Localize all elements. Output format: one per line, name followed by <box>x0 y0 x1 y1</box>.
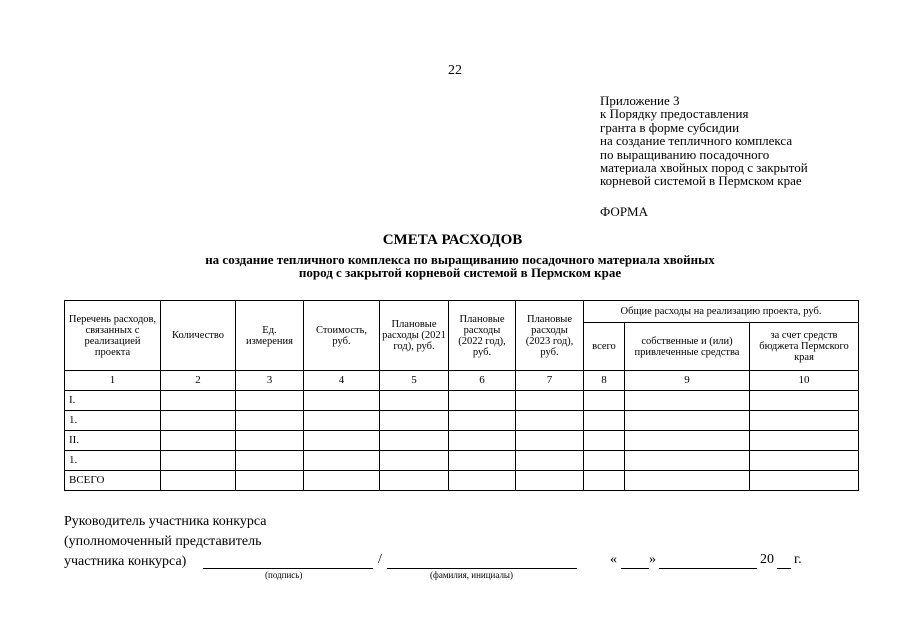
row-label: 1. <box>65 451 161 471</box>
table-cell <box>380 431 449 451</box>
date-year-prefix: 20 <box>760 552 774 567</box>
table-cell <box>516 451 584 471</box>
table-cell <box>161 431 236 451</box>
table-cell <box>516 431 584 451</box>
form-label: ФОРМА <box>600 204 648 219</box>
column-number: 3 <box>236 371 304 391</box>
table-cell <box>750 411 859 431</box>
header-planned-2023: Плановые расходы (2023 год), руб. <box>516 301 584 371</box>
table-cell <box>584 471 625 491</box>
table-cell <box>304 471 380 491</box>
header-unit: Ед. измерения <box>236 301 304 371</box>
header-planned-2022: Плановые расходы (2022 год), руб. <box>449 301 516 371</box>
table-row <box>65 471 859 491</box>
table-cell <box>449 431 516 451</box>
table-cell <box>380 411 449 431</box>
column-number-row <box>65 371 859 391</box>
table-row <box>65 391 859 411</box>
date-quote-close: » <box>649 552 656 567</box>
table-cell <box>236 471 304 491</box>
table-cell <box>236 391 304 411</box>
table-cell <box>236 451 304 471</box>
table-cell <box>161 471 236 491</box>
table-cell <box>584 411 625 431</box>
appendix-line: материала хвойных пород с закрытой <box>600 160 808 176</box>
document-subtitle <box>120 253 800 279</box>
column-number: 4 <box>304 371 380 391</box>
column-number: 7 <box>516 371 584 391</box>
table-cell <box>304 391 380 411</box>
slash-separator: / <box>378 552 382 567</box>
signer-block <box>64 512 266 572</box>
document-title: СМЕТА РАСХОДОВ <box>382 232 523 248</box>
table-cell <box>304 451 380 471</box>
name-caption: (фамилия, инициалы) <box>430 570 513 580</box>
header-budget-funds: за счет средств бюджета Пермского края <box>750 323 859 371</box>
appendix-line: корневой системой в Пермском крае <box>600 173 802 189</box>
table-cell <box>380 451 449 471</box>
table-cell <box>625 431 750 451</box>
name-line <box>387 568 577 569</box>
date-year-suffix: г. <box>794 552 802 567</box>
column-number: 9 <box>625 371 750 391</box>
page-number: 22 <box>448 63 462 78</box>
subtitle-line-2: пород с закрытой корневой системой в Пермском крае <box>298 265 622 280</box>
table-cell <box>161 411 236 431</box>
row-label: 1. <box>65 411 161 431</box>
table-cell <box>750 391 859 411</box>
header-planned-2021: Плановые расходы (2021 год), руб. <box>380 301 449 371</box>
header-total: всего <box>584 323 625 371</box>
column-number: 2 <box>161 371 236 391</box>
signature-caption: (подпись) <box>265 570 303 580</box>
table-cell <box>449 451 516 471</box>
column-number: 10 <box>750 371 859 391</box>
column-number: 6 <box>449 371 516 391</box>
table-cell <box>516 471 584 491</box>
signature-line <box>203 568 373 569</box>
column-number: 8 <box>584 371 625 391</box>
table-cell <box>750 451 859 471</box>
row-label: II. <box>65 431 161 451</box>
table-cell <box>584 391 625 411</box>
table-row <box>65 411 859 431</box>
table-cell <box>625 411 750 431</box>
header-total-group: Общие расходы на реализацию проекта, руб. <box>584 301 859 323</box>
table-cell <box>161 391 236 411</box>
row-label-total: ВСЕГО <box>65 471 161 491</box>
appendix-line: Приложение 3 <box>600 93 680 108</box>
table-cell <box>304 431 380 451</box>
table-cell <box>236 431 304 451</box>
appendix-line: гранта в форме субсидии <box>600 119 740 135</box>
table-cell <box>584 451 625 471</box>
table-cell <box>625 451 750 471</box>
table-cell <box>750 471 859 491</box>
signer-line-1: Руководитель участника конкурса <box>64 514 267 529</box>
table-row <box>65 431 859 451</box>
appendix-line: по выращиванию посадочного <box>600 146 770 162</box>
table-cell <box>449 411 516 431</box>
header-quantity: Количество <box>161 301 236 371</box>
date-month-line <box>659 568 757 569</box>
table-cell <box>750 431 859 451</box>
column-number: 5 <box>380 371 449 391</box>
subtitle-line-1: на создание тепличного комплекса по выращиванию посадочного материала хвойных <box>205 252 715 267</box>
header-expense-list: Перечень расходов, связанных с реализацией проекта <box>65 301 161 371</box>
budget-table <box>64 300 859 491</box>
signer-line-2: (уполномоченный представитель <box>64 534 262 549</box>
table-cell <box>380 471 449 491</box>
appendix-block <box>600 94 808 188</box>
header-own-funds: собственные и (или) привлеченные средства <box>625 323 750 371</box>
table-row <box>65 451 859 471</box>
date-day-line <box>621 568 649 569</box>
table-cell <box>516 391 584 411</box>
table-cell <box>380 391 449 411</box>
column-number: 1 <box>65 371 161 391</box>
table-cell <box>304 411 380 431</box>
appendix-line: к Порядку предоставления <box>600 106 749 122</box>
appendix-line: на создание тепличного комплекса <box>600 133 793 149</box>
date-year-line <box>777 568 791 569</box>
table-cell <box>236 411 304 431</box>
table-cell <box>584 431 625 451</box>
table-cell <box>625 391 750 411</box>
table-cell <box>516 411 584 431</box>
date-quote-open: « <box>610 552 617 567</box>
signer-line-3: участника конкурса) <box>64 554 187 569</box>
header-cost: Стоимость, руб. <box>304 301 380 371</box>
table-cell <box>161 451 236 471</box>
table-cell <box>625 471 750 491</box>
table-cell <box>449 391 516 411</box>
row-label: I. <box>65 391 161 411</box>
table-cell <box>449 471 516 491</box>
